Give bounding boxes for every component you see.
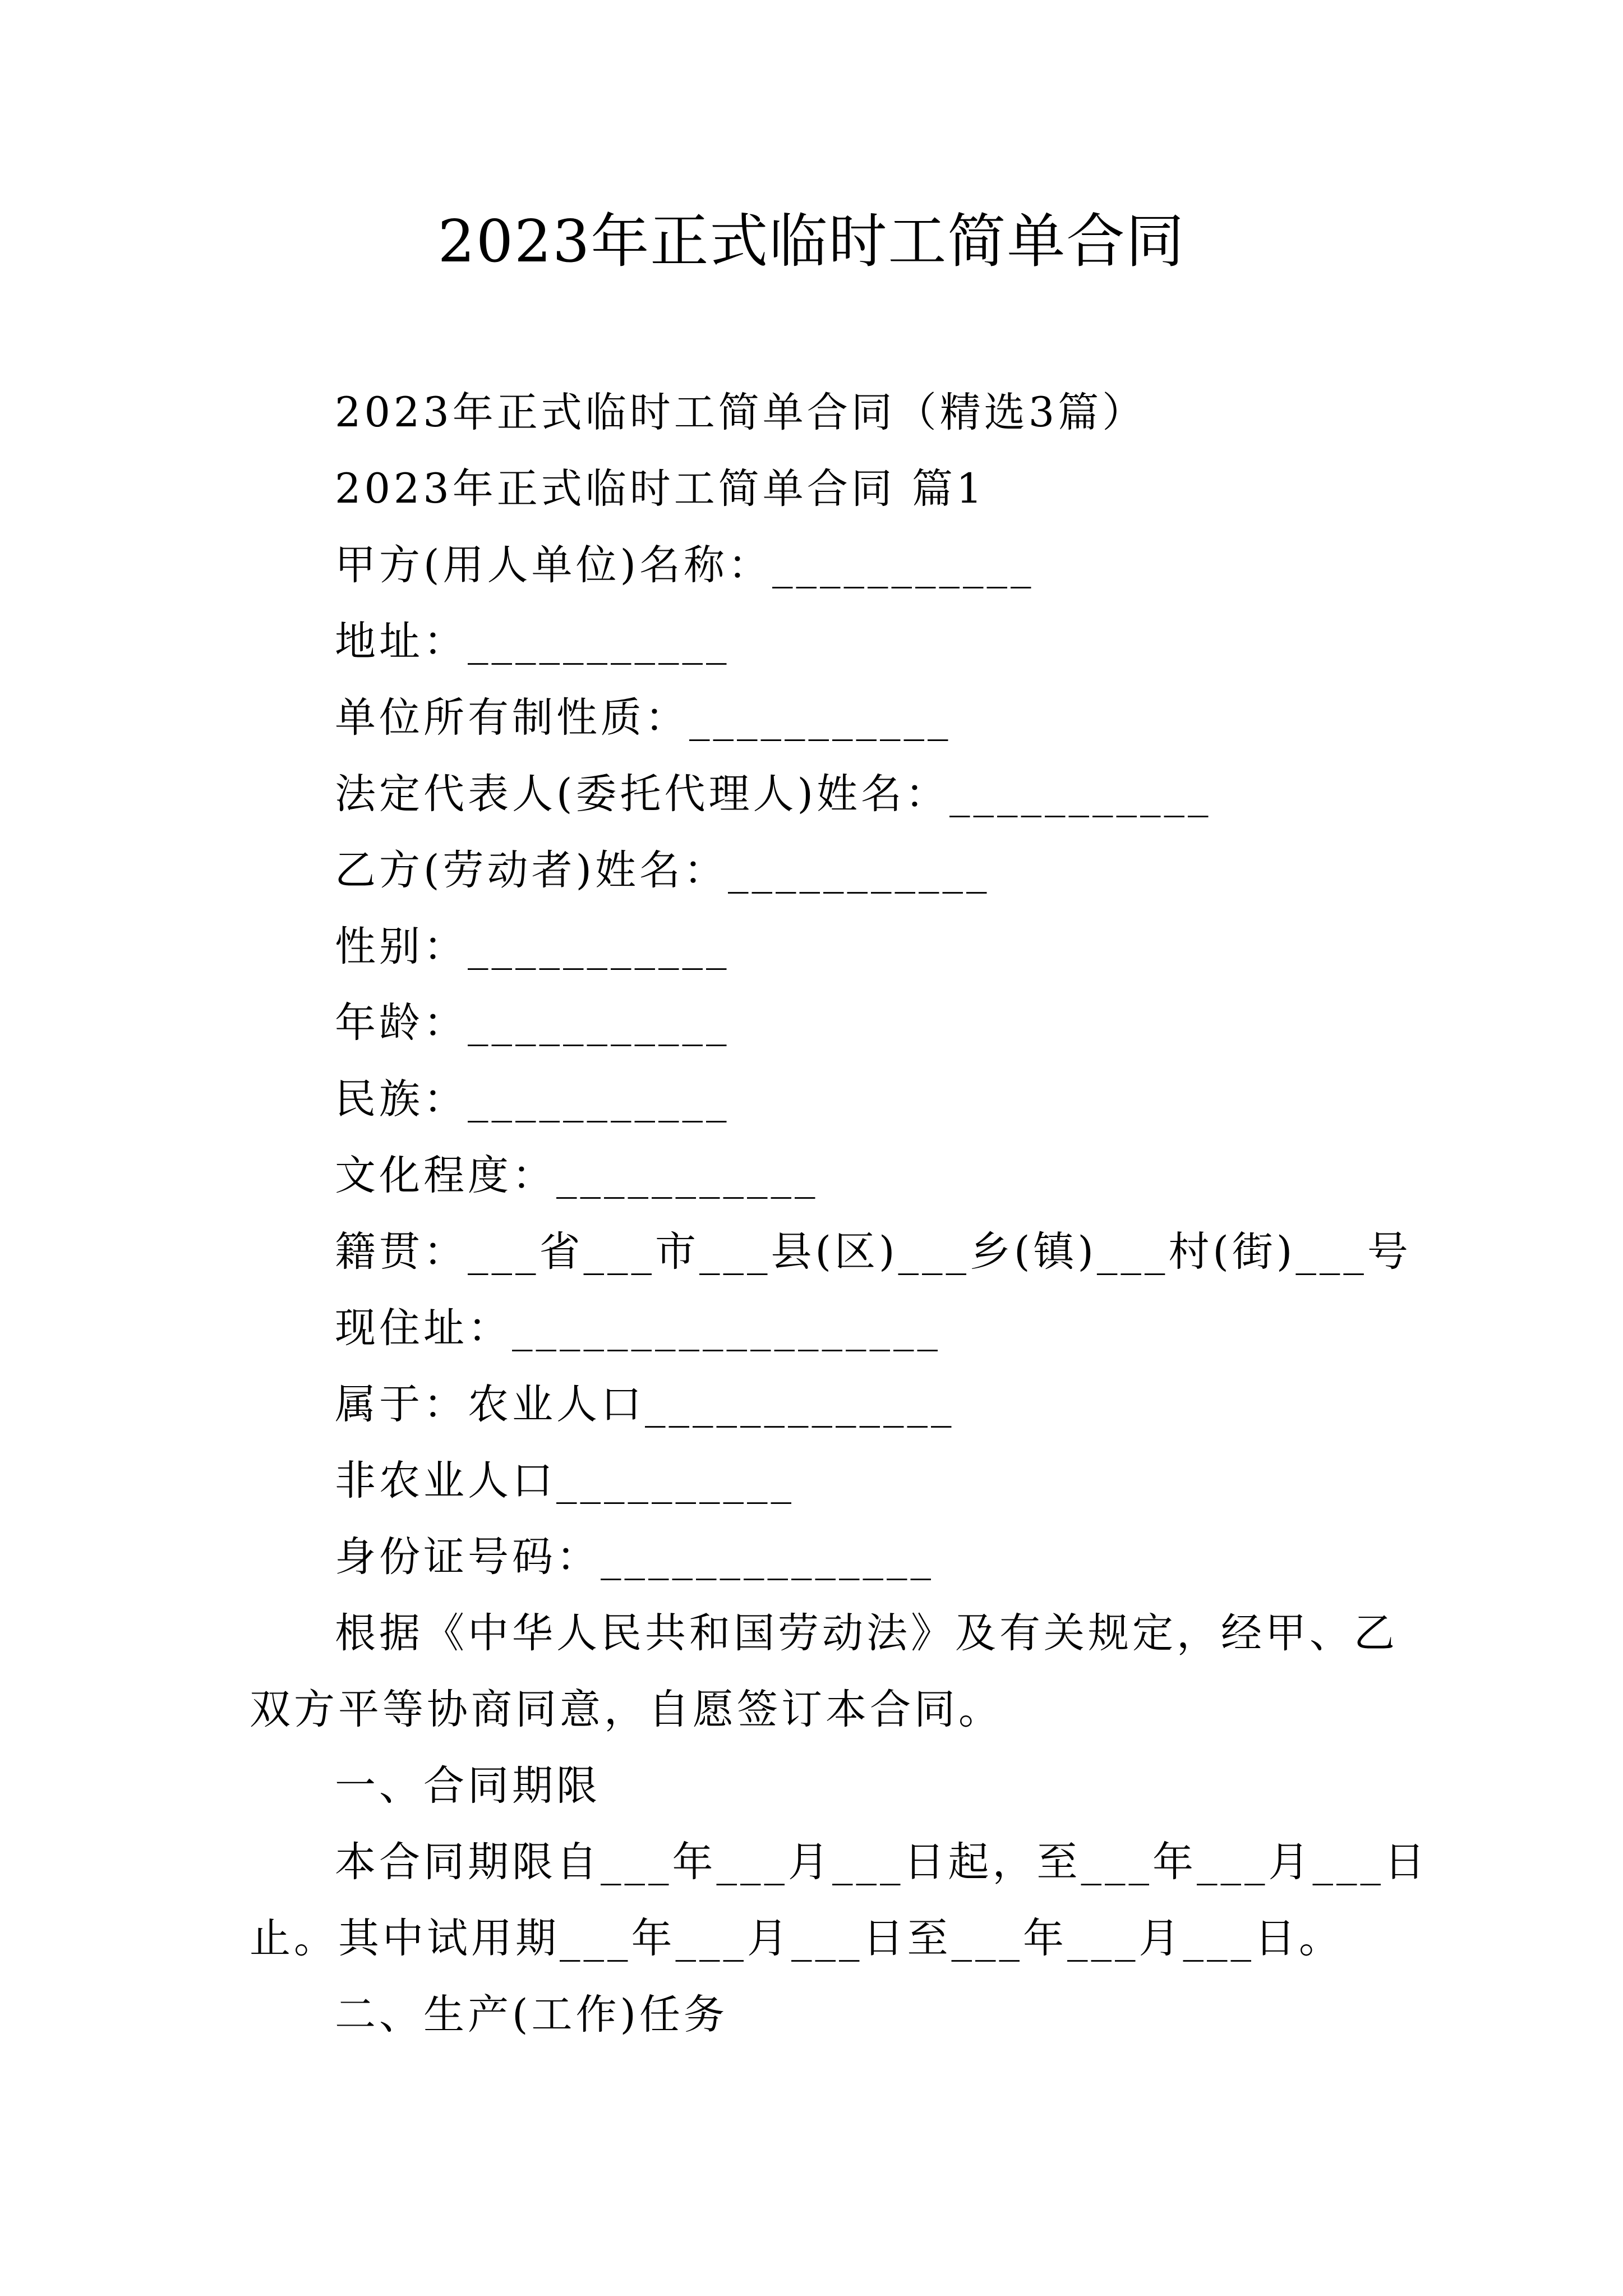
non-agricultural-population-field: 非农业人口__________ <box>335 1457 795 1504</box>
contract-term-paragraph: 本合同期限自___年___月___日起，至___年___月___日 <box>335 1838 1428 1886</box>
education-field: 文化程度：___________ <box>335 1152 819 1199</box>
gender-field: 性别：___________ <box>335 923 730 970</box>
employee-name-field: 乙方(劳动者)姓名：___________ <box>335 846 990 894</box>
ownership-type-field: 单位所有制性质：___________ <box>335 694 952 742</box>
contract-term-paragraph-continued: 止。其中试用期___年___月___日至___年___月___日。 <box>250 1915 1343 1962</box>
legal-representative-field: 法定代表人(委托代理人)姓名：___________ <box>335 770 1212 818</box>
subtitle-line: 2023年正式临时工简单合同（精选3篇） <box>335 389 1147 436</box>
current-address-field: 现住址：__________________ <box>335 1304 941 1352</box>
document-body <box>250 375 1428 2053</box>
employer-name-field: 甲方(用人单位)名称：___________ <box>335 541 1035 589</box>
ethnicity-field: 民族：___________ <box>335 1075 730 1123</box>
preamble-paragraph: 根据《中华人民共和国劳动法》及有关规定，经甲、乙 <box>335 1609 1398 1657</box>
document-title: 2023年正式临时工简单合同 <box>437 207 1186 275</box>
id-number-field: 身份证号码：______________ <box>335 1533 934 1581</box>
section-heading: 2023年正式临时工简单合同 篇1 <box>335 465 986 513</box>
agricultural-population-field: 属于：农业人口_____________ <box>335 1381 955 1428</box>
age-field: 年龄：___________ <box>335 999 730 1047</box>
clause-heading-term: 一、合同期限 <box>335 1762 601 1810</box>
employer-address-field: 地址：___________ <box>335 618 730 665</box>
preamble-paragraph-continued: 双方平等协商同意，自愿签订本合同。 <box>250 1686 1003 1733</box>
clause-heading-tasks: 二、生产(工作)任务 <box>335 1991 728 2039</box>
native-place-field: 籍贯：___省___市___县(区)___乡(镇)___村(街)___号 <box>335 1228 1412 1276</box>
